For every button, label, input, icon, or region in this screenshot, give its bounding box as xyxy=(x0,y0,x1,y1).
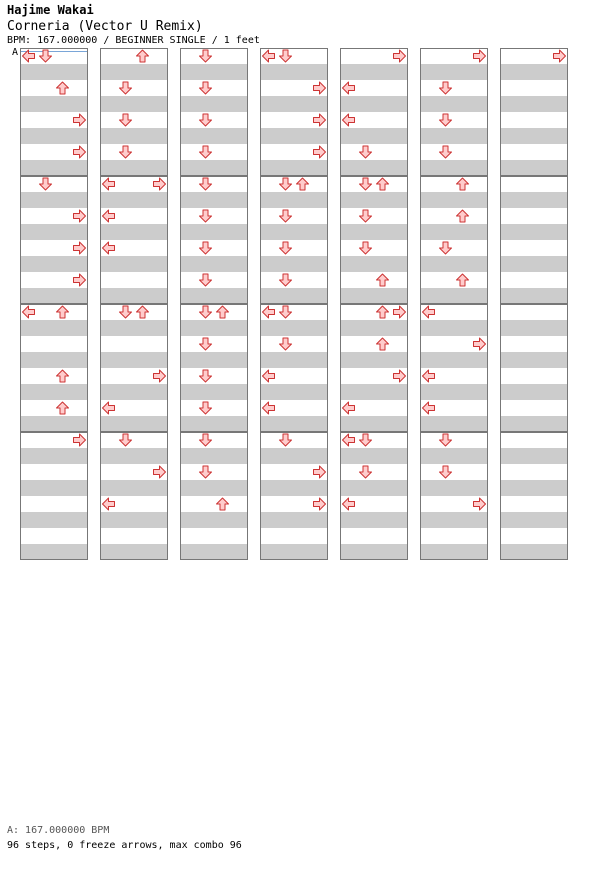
beat-stripe xyxy=(500,224,568,240)
beat-stripe xyxy=(180,320,248,336)
beat-stripe xyxy=(340,480,408,496)
beat-stripe xyxy=(420,352,488,368)
up-arrow-icon xyxy=(137,306,149,318)
right-arrow-icon xyxy=(314,146,326,158)
beat-stripe xyxy=(20,256,88,272)
beat-stripe xyxy=(500,64,568,80)
beat-stripe xyxy=(340,128,408,144)
left-arrow-icon xyxy=(103,210,115,222)
beat-stripe xyxy=(340,256,408,272)
beat-stripe xyxy=(260,192,328,208)
right-arrow-icon xyxy=(74,242,86,254)
chart-column xyxy=(420,49,488,561)
beat-stripe xyxy=(260,128,328,144)
right-arrow-icon xyxy=(74,114,86,126)
beat-stripe xyxy=(180,384,248,400)
beat-stripe xyxy=(420,384,488,400)
down-arrow-icon xyxy=(360,434,372,446)
beat-stripe xyxy=(500,544,568,560)
beat-stripe xyxy=(100,544,168,560)
chart-column xyxy=(180,49,248,561)
down-arrow-icon xyxy=(280,274,292,286)
down-arrow-icon xyxy=(200,210,212,222)
left-arrow-icon xyxy=(343,82,355,94)
beat-stripe xyxy=(20,64,88,80)
beat-stripe xyxy=(20,224,88,240)
beat-stripe xyxy=(420,544,488,560)
beat-stripe xyxy=(420,320,488,336)
down-arrow-icon xyxy=(200,146,212,158)
beat-stripe xyxy=(340,512,408,528)
beat-stripe xyxy=(500,128,568,144)
right-arrow-icon xyxy=(314,114,326,126)
beat-stripe xyxy=(100,64,168,80)
up-arrow-icon xyxy=(297,178,309,190)
beat-stripe xyxy=(20,480,88,496)
beat-stripe xyxy=(180,448,248,464)
down-arrow-icon xyxy=(40,178,52,190)
bpm-legend: A: 167.000000 BPM xyxy=(7,825,110,836)
beat-stripe xyxy=(100,352,168,368)
beat-stripe xyxy=(500,448,568,464)
beat-stripe xyxy=(420,512,488,528)
left-arrow-icon xyxy=(343,114,355,126)
beat-stripe xyxy=(100,96,168,112)
beat-stripe xyxy=(20,352,88,368)
up-arrow-icon xyxy=(137,50,149,62)
beat-stripe xyxy=(420,96,488,112)
beat-stripe xyxy=(100,320,168,336)
beat-stripe xyxy=(260,512,328,528)
beat-stripe xyxy=(100,416,168,432)
up-arrow-icon xyxy=(377,306,389,318)
chart-column xyxy=(20,49,88,561)
right-arrow-icon xyxy=(154,178,166,190)
beat-stripe xyxy=(260,256,328,272)
beat-stripe xyxy=(340,224,408,240)
left-arrow-icon xyxy=(263,50,275,62)
beat-stripe xyxy=(420,160,488,176)
left-arrow-icon xyxy=(263,370,275,382)
beat-stripe xyxy=(260,64,328,80)
beat-stripe xyxy=(180,128,248,144)
left-arrow-icon xyxy=(263,402,275,414)
song-artist: Hajime Wakai xyxy=(7,3,94,17)
down-arrow-icon xyxy=(200,50,212,62)
left-arrow-icon xyxy=(103,498,115,510)
down-arrow-icon xyxy=(120,434,132,446)
chart-column xyxy=(500,49,568,561)
beat-stripe xyxy=(20,128,88,144)
beat-stripe xyxy=(20,288,88,304)
beat-stripe xyxy=(420,480,488,496)
beat-stripe xyxy=(20,512,88,528)
left-arrow-icon xyxy=(423,306,435,318)
down-arrow-icon xyxy=(200,114,212,126)
chart-stats: 96 steps, 0 freeze arrows, max combo 96 xyxy=(7,840,242,851)
beat-stripe xyxy=(420,416,488,432)
right-arrow-icon xyxy=(474,338,486,350)
beat-stripe xyxy=(180,160,248,176)
down-arrow-icon xyxy=(120,114,132,126)
beat-stripe xyxy=(20,96,88,112)
beat-stripe xyxy=(20,384,88,400)
up-arrow-icon xyxy=(57,370,69,382)
down-arrow-icon xyxy=(440,434,452,446)
up-arrow-icon xyxy=(457,274,469,286)
beat-stripe xyxy=(260,544,328,560)
right-arrow-icon xyxy=(74,146,86,158)
left-arrow-icon xyxy=(103,178,115,190)
beat-stripe xyxy=(260,480,328,496)
down-arrow-icon xyxy=(440,146,452,158)
beat-stripe xyxy=(260,288,328,304)
beat-stripe xyxy=(100,288,168,304)
beat-stripe xyxy=(180,480,248,496)
up-arrow-icon xyxy=(457,210,469,222)
beat-stripe xyxy=(340,320,408,336)
beat-stripe xyxy=(500,416,568,432)
right-arrow-icon xyxy=(474,498,486,510)
right-arrow-icon xyxy=(74,210,86,222)
beat-stripe xyxy=(420,192,488,208)
beat-stripe xyxy=(180,256,248,272)
left-arrow-icon xyxy=(423,370,435,382)
beat-stripe xyxy=(180,352,248,368)
beat-stripe xyxy=(20,448,88,464)
down-arrow-icon xyxy=(280,50,292,62)
right-arrow-icon xyxy=(394,370,406,382)
down-arrow-icon xyxy=(120,82,132,94)
beat-stripe xyxy=(260,416,328,432)
beat-stripe xyxy=(100,448,168,464)
left-arrow-icon xyxy=(103,242,115,254)
chart-column xyxy=(100,49,168,561)
beat-stripe xyxy=(420,64,488,80)
down-arrow-icon xyxy=(360,210,372,222)
chart-info: BPM: 167.000000 / BEGINNER SINGLE / 1 feet xyxy=(7,35,260,46)
left-arrow-icon xyxy=(343,498,355,510)
right-arrow-icon xyxy=(314,82,326,94)
beat-stripe xyxy=(420,288,488,304)
up-arrow-icon xyxy=(377,338,389,350)
beat-stripe xyxy=(420,128,488,144)
beat-stripe xyxy=(500,480,568,496)
beat-stripe xyxy=(180,512,248,528)
beat-stripe xyxy=(100,224,168,240)
bpm-marker: A xyxy=(12,47,19,58)
beat-stripe xyxy=(100,160,168,176)
beat-stripe xyxy=(100,128,168,144)
up-arrow-icon xyxy=(57,306,69,318)
down-arrow-icon xyxy=(280,178,292,190)
right-arrow-icon xyxy=(394,50,406,62)
left-arrow-icon xyxy=(263,306,275,318)
beat-stripe xyxy=(180,224,248,240)
beat-stripe xyxy=(340,288,408,304)
down-arrow-icon xyxy=(280,338,292,350)
down-arrow-icon xyxy=(360,178,372,190)
beat-stripe xyxy=(20,544,88,560)
down-arrow-icon xyxy=(280,306,292,318)
down-arrow-icon xyxy=(360,146,372,158)
beat-stripe xyxy=(20,320,88,336)
beat-stripe xyxy=(100,384,168,400)
beat-stripe xyxy=(340,416,408,432)
down-arrow-icon xyxy=(200,242,212,254)
right-arrow-icon xyxy=(314,466,326,478)
down-arrow-icon xyxy=(200,370,212,382)
up-arrow-icon xyxy=(457,178,469,190)
beat-stripe xyxy=(340,384,408,400)
right-arrow-icon xyxy=(74,274,86,286)
up-arrow-icon xyxy=(217,498,229,510)
beat-stripe xyxy=(340,544,408,560)
down-arrow-icon xyxy=(440,242,452,254)
left-arrow-icon xyxy=(423,402,435,414)
beat-stripe xyxy=(20,192,88,208)
beat-stripe xyxy=(500,384,568,400)
beat-stripe xyxy=(100,256,168,272)
left-arrow-icon xyxy=(23,306,35,318)
up-arrow-icon xyxy=(377,178,389,190)
beat-stripe xyxy=(340,160,408,176)
beat-stripe xyxy=(340,192,408,208)
beat-stripe xyxy=(340,64,408,80)
down-arrow-icon xyxy=(440,114,452,126)
beat-stripe xyxy=(500,352,568,368)
beat-stripe xyxy=(340,448,408,464)
beat-stripe xyxy=(260,384,328,400)
song-title: Corneria (Vector U Remix) xyxy=(7,19,203,34)
beat-stripe xyxy=(500,192,568,208)
beat-stripe xyxy=(500,160,568,176)
beat-stripe xyxy=(500,288,568,304)
down-arrow-icon xyxy=(120,146,132,158)
beat-stripe xyxy=(340,352,408,368)
down-arrow-icon xyxy=(440,82,452,94)
down-arrow-icon xyxy=(360,242,372,254)
beat-stripe xyxy=(100,480,168,496)
beat-stripe xyxy=(260,352,328,368)
down-arrow-icon xyxy=(120,306,132,318)
down-arrow-icon xyxy=(200,274,212,286)
beat-stripe xyxy=(420,256,488,272)
left-arrow-icon xyxy=(343,402,355,414)
beat-stripe xyxy=(260,224,328,240)
beat-stripe xyxy=(180,64,248,80)
chart-column xyxy=(260,49,328,561)
beat-stripe xyxy=(20,416,88,432)
up-arrow-icon xyxy=(57,82,69,94)
beat-stripe xyxy=(100,192,168,208)
right-arrow-icon xyxy=(154,466,166,478)
down-arrow-icon xyxy=(360,466,372,478)
right-arrow-icon xyxy=(554,50,566,62)
right-arrow-icon xyxy=(154,370,166,382)
left-arrow-icon xyxy=(343,434,355,446)
beat-stripe xyxy=(260,448,328,464)
beat-stripe xyxy=(500,320,568,336)
beat-stripe xyxy=(500,96,568,112)
beat-stripe xyxy=(20,160,88,176)
beat-stripe xyxy=(180,96,248,112)
right-arrow-icon xyxy=(474,50,486,62)
beat-stripe xyxy=(260,96,328,112)
down-arrow-icon xyxy=(280,242,292,254)
beat-stripe xyxy=(180,288,248,304)
down-arrow-icon xyxy=(440,466,452,478)
beat-stripe xyxy=(180,544,248,560)
down-arrow-icon xyxy=(40,50,52,62)
right-arrow-icon xyxy=(74,434,86,446)
down-arrow-icon xyxy=(200,306,212,318)
down-arrow-icon xyxy=(200,338,212,350)
up-arrow-icon xyxy=(377,274,389,286)
left-arrow-icon xyxy=(23,50,35,62)
beat-stripe xyxy=(180,416,248,432)
right-arrow-icon xyxy=(314,498,326,510)
left-arrow-icon xyxy=(103,402,115,414)
beat-stripe xyxy=(500,256,568,272)
down-arrow-icon xyxy=(200,82,212,94)
right-arrow-icon xyxy=(394,306,406,318)
beat-stripe xyxy=(100,512,168,528)
beat-stripe xyxy=(420,224,488,240)
beat-stripe xyxy=(260,160,328,176)
down-arrow-icon xyxy=(200,402,212,414)
up-arrow-icon xyxy=(217,306,229,318)
beat-stripe xyxy=(500,512,568,528)
chart-column xyxy=(340,49,408,561)
beat-stripe xyxy=(180,192,248,208)
down-arrow-icon xyxy=(280,434,292,446)
down-arrow-icon xyxy=(280,210,292,222)
beat-stripe xyxy=(260,320,328,336)
beat-stripe xyxy=(340,96,408,112)
down-arrow-icon xyxy=(200,434,212,446)
up-arrow-icon xyxy=(57,402,69,414)
down-arrow-icon xyxy=(200,178,212,190)
down-arrow-icon xyxy=(200,466,212,478)
beat-stripe xyxy=(420,448,488,464)
